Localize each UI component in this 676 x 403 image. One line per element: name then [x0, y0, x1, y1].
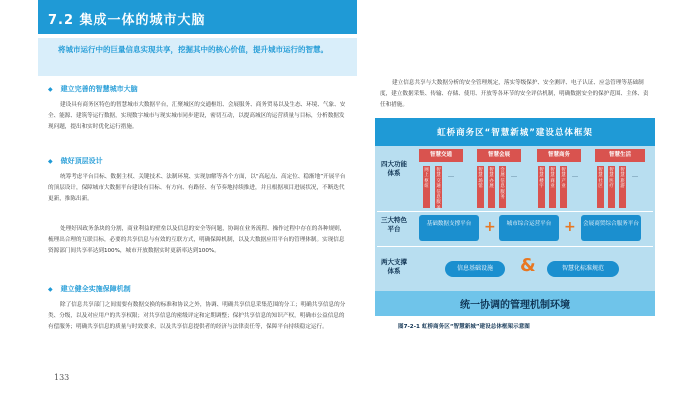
- platform-data: 基础数据支撑平台: [419, 215, 479, 241]
- category-life: 智慧生活: [595, 149, 645, 162]
- section-heading-3: ◆ 建立健全实施保障机制: [48, 285, 131, 293]
- sub-item: 智慧商业: [549, 166, 556, 208]
- sub-item: 智慧旅游: [619, 166, 626, 208]
- right-paragraph: 建立信息共享与大数据分析的安全管理规定，落实等级保护、安全测评、电子认证、应急管理等基础制度，建立数据采集、传输、存储、使用、开放等各环节的安全评估机制，明确数据安全的保护范围、主体、责任和措施。: [380, 80, 649, 109]
- diagram-header: 虹桥商务区“智慧新城”建设总体框架: [375, 118, 655, 146]
- sub-item: 智慧楼宇: [538, 166, 545, 208]
- category-business: 智慧商务: [537, 149, 581, 162]
- intro-text: 将城市运行中的巨量信息实现共享，挖掘其中的核心价值，提升城市运行的智慧。: [58, 45, 328, 54]
- page-number: 133: [54, 373, 70, 382]
- divider: [377, 211, 653, 212]
- paragraph-2: 统筹考虑平台目标、数据主权、关键技术、法制环境、实现加解等各个方面，以“高起点、高定位、稳渐地”开展平台的顶层设计，保障城市大数据平台建设有目标、有方向、有路径、有节奏地持续推进，并且根据项目进展状况，不断迭代更新，推陈出新。: [48, 174, 346, 203]
- sub-item: 智慧社区: [597, 166, 604, 208]
- section-title-bar: [38, 0, 357, 34]
- framework-diagram: [375, 118, 655, 316]
- divider: [377, 246, 653, 247]
- sub-item: 智慧场馆: [477, 166, 484, 208]
- ellipsis: …: [448, 172, 454, 179]
- sub-item: 网上枢纽: [423, 166, 430, 208]
- ellipsis: …: [511, 172, 517, 179]
- sub-item: 智慧医疗: [608, 166, 615, 208]
- figure-caption: 图7-2-1 虹桥商务区“智慧新城”建设总体框架示意图: [398, 324, 530, 330]
- platform-services: 会展商贸综合服务平台: [581, 215, 641, 241]
- sub-item: 智慧交通信息服务: [436, 168, 441, 211]
- diamond-icon: ◆: [48, 158, 53, 165]
- plus-icon: +: [564, 219, 576, 235]
- paragraph-4: 除了信息共享部门之间需要有数据交换的标准和协议之外，协调、明确共享信息采集范围的分工；明确共享信息的分类、分级，以及对应用户的共享权限；对共享信息的密级评定和定期调整；保护共享信息的知识产权，明确市公益信息的有偿服务；明确共享信息的质量与时效要求，以及共享信息提供者的经济与法律责任等，保障平台持续稳定运行。: [48, 302, 346, 331]
- support-infrastructure: 信息基础设施: [445, 261, 505, 277]
- plus-icon: +: [484, 219, 496, 235]
- sub-item: 智慧产业: [560, 166, 567, 208]
- diagram-footer: 统一协调的管理机制环境: [375, 291, 655, 316]
- ampersand-icon: &: [520, 255, 536, 276]
- paragraph-3: 处理好因政务条块的分割，商业利益的壁垒以及信息的安全等问题，协调在业务流程、操作过程中存在的各种规则，梳理出合理的互联目标，必要的共享信息与有效的互联方式，明确保障机制，以及大数据应用平台的管理体制。实现信息资源部门间共享率达到100%，城市开放数据实时更新率达到100%。: [48, 226, 346, 255]
- sub-item: 智慧办展: [488, 166, 495, 208]
- row-label-support: 两大支撑体系: [381, 258, 407, 275]
- support-standards: 智慧化标准规范: [547, 261, 619, 277]
- row-label-platforms: 三大特色平台: [381, 216, 407, 233]
- paragraph-1: 建设具有商务区特色的智慧城市大数据平台，汇聚城区的交通枢纽、会展服务、商务贸易以及生态、环境、气象、安全、能源、建筑等运行数据，实现数字城市与现实城市同步建设，密切互动，以提高城区的运营质量与目标，分析数据发现问题，提出和实时优化运行措施。: [48, 102, 346, 131]
- ellipsis: …: [572, 172, 578, 179]
- diamond-icon: ◆: [48, 286, 53, 293]
- section-title: 7.2 集成一体的城市大脑: [48, 13, 206, 28]
- intro-box: [38, 38, 357, 76]
- section-heading-1: ◆ 建立完善的智慧城市大脑: [48, 85, 138, 93]
- category-traffic: 智慧交通: [419, 149, 463, 162]
- diamond-icon: ◆: [48, 86, 53, 93]
- platform-operations: 城市综合运营平台: [499, 215, 559, 241]
- section-heading-2: ◆ 做好顶层设计: [48, 157, 103, 165]
- ellipsis: …: [632, 172, 638, 179]
- sub-item: 会展信息服务: [499, 166, 506, 208]
- category-exhibition: 智慧会展: [477, 149, 521, 162]
- row-label-functions: 四大功能体系: [381, 160, 407, 177]
